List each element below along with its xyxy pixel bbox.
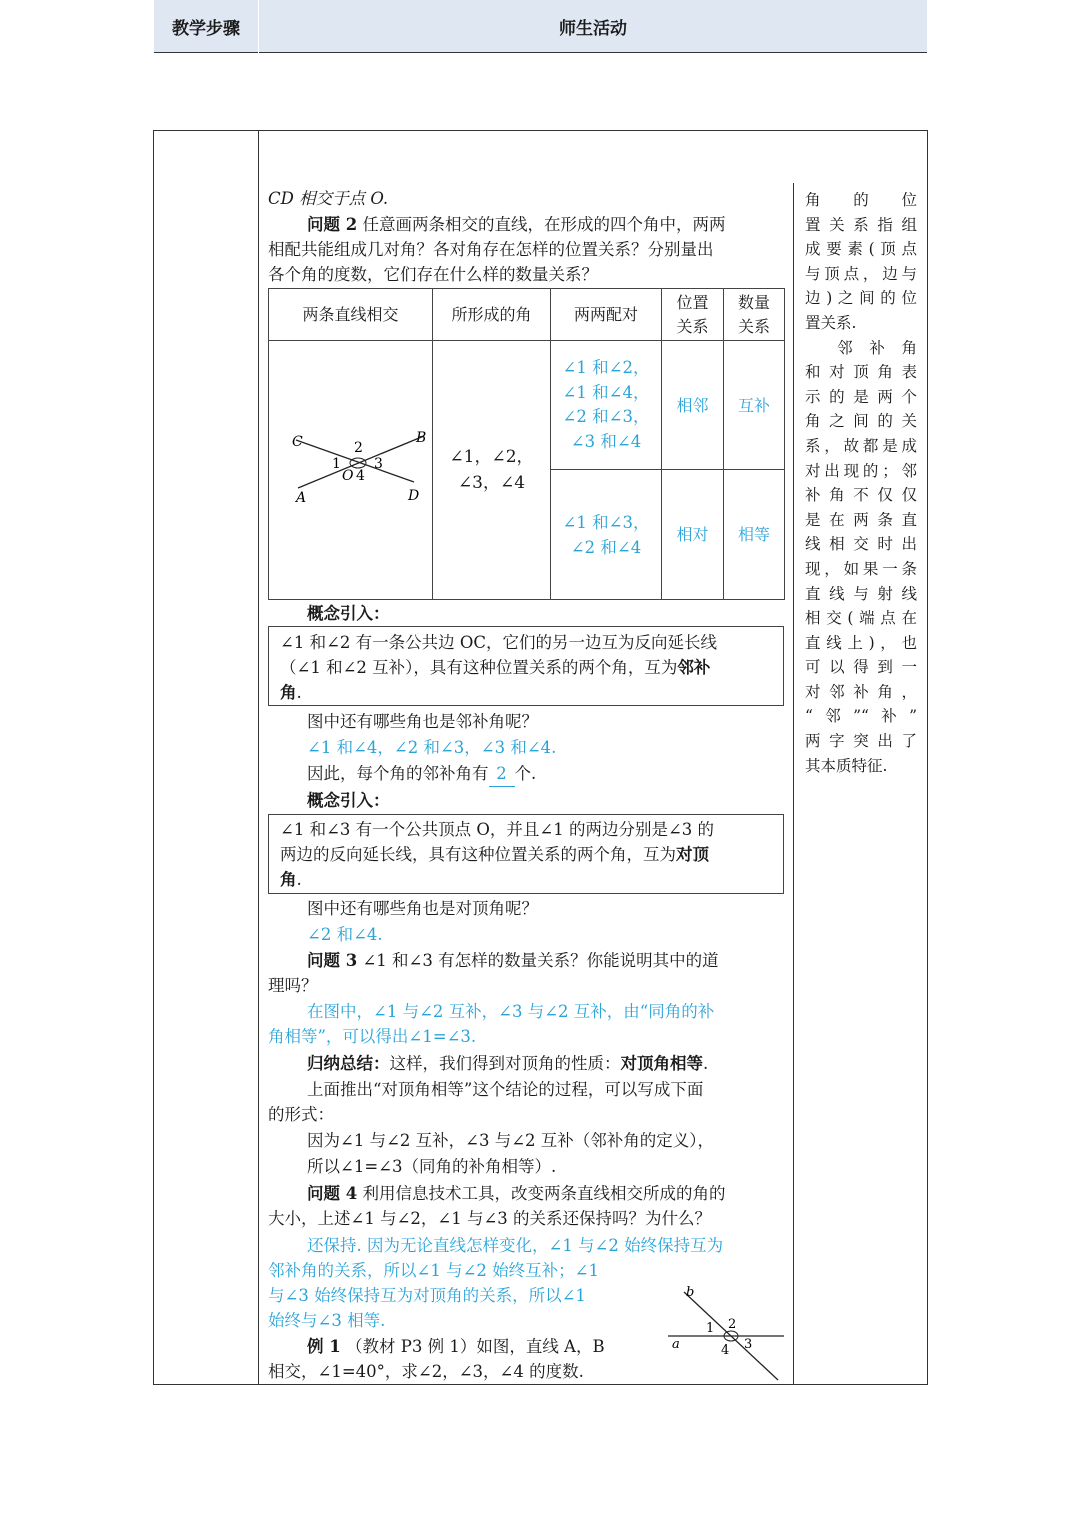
derive-line2: 的形式： — [268, 1105, 334, 1124]
derive-line1: 上面推出“对顶角相等”这个结论的过程，可以写成下面 — [307, 1080, 704, 1099]
question-3-answer-line2: 角相等”，可以得出∠1=∠3. — [268, 1027, 477, 1046]
label-o: O — [341, 467, 353, 484]
note-line: 相交(端点在 — [805, 609, 917, 628]
position-opposite: 相对 — [662, 470, 724, 600]
question-4-answer-line3: 与∠3 始终保持互为对顶角的关系，所以∠1 — [268, 1286, 586, 1305]
th-formed-angles: 所形成的角 — [433, 289, 551, 341]
adjacent-question: 图中还有哪些角也是邻补角呢？ — [307, 712, 538, 731]
label-angle-4: 4 — [721, 1343, 730, 1358]
question-2-line2: 相配共能组成几对角？各对角存在怎样的位置关系？分别量出 — [268, 240, 714, 259]
intro-line: CD 相交于点 O. — [268, 189, 389, 208]
concept-2-heading: 概念引入： — [307, 791, 390, 810]
label-angle-1: 1 — [331, 455, 341, 472]
note-line: 系，故都是成 — [805, 436, 917, 455]
pair-1-2: ∠1 和∠2， — [562, 358, 650, 377]
note-line: 角 的 位 — [805, 191, 917, 209]
header-steps: 教学步骤 — [154, 0, 258, 53]
th-quantity: 数量关系 — [724, 289, 785, 341]
question-3-answer-line1: 在图中，∠1 与∠2 互补，∠3 与∠2 互补，由“同角的补 — [307, 1002, 715, 1021]
pair-3-4: ∠3 和∠4 — [570, 431, 642, 451]
note-line: 可以得到一 — [805, 658, 917, 677]
angle-relations-table — [268, 288, 785, 600]
note-line: 角之间的关 — [805, 412, 917, 431]
label-angle-3: 3 — [373, 455, 383, 472]
vertical-answer: ∠2 和∠4. — [307, 925, 383, 944]
concept-1-heading: 概念引入： — [307, 604, 390, 623]
note-line: 成要素(顶点 — [805, 240, 917, 259]
note-line: 和对顶角表 — [805, 363, 917, 382]
example-line1: 例 1 （教材 P3 例 1）如图，直线 A，B — [307, 1337, 605, 1356]
adjacent-count: 因此，每个角的邻补角有 2 个. — [307, 761, 536, 787]
pair-1-3: ∠1 和∠3， — [562, 512, 650, 532]
note-line: 置关系. — [805, 313, 857, 332]
angles-line-1: ∠1，∠2， — [449, 447, 534, 467]
note-line: 线相交时出 — [805, 535, 917, 554]
concept-2-line1: ∠1 和∠3 有一个公共顶点 O，并且∠1 的两边分别是∠3 的 — [280, 820, 715, 839]
header-activities: 师生活动 — [259, 0, 927, 53]
question-2-line1: 问题 2 任意画两条相交的直线，在形成的四个角中，两两 — [307, 215, 726, 234]
label-angle-1: 1 — [706, 1321, 715, 1336]
label-angle-4: 4 — [355, 467, 365, 484]
label-a: A — [295, 489, 306, 506]
note-line: 边)之间的位 — [805, 289, 917, 308]
formed-angles-cell — [433, 341, 551, 600]
question-4-answer-line1: 还保持. 因为无论直线怎样变化，∠1 与∠2 始终保持互为 — [307, 1236, 724, 1255]
concept-1-line3: 角. — [280, 683, 302, 702]
th-pairing: 两两配对 — [551, 289, 662, 341]
proof-line1: 因为∠1 与∠2 互补，∠3 与∠2 互补（邻补角的定义）， — [307, 1131, 715, 1150]
concept-2-line3: 角. — [280, 870, 302, 889]
label-d: D — [407, 487, 419, 504]
proof-line2: 所以∠1=∠3（同角的补角相等）. — [307, 1157, 557, 1176]
label-angle-2: 2 — [728, 1317, 737, 1332]
note-line: 置关系指组 — [805, 215, 917, 234]
label-b: B — [415, 429, 426, 446]
pair-2-4: ∠2 和∠4 — [570, 537, 642, 557]
pair-2-3: ∠2 和∠3， — [562, 407, 650, 426]
question-3-line2: 理吗？ — [268, 976, 318, 995]
note-line: 对邻补角， — [805, 682, 917, 701]
concept-1-line2: （∠1 和∠2 互补），具有这种位置关系的两个角，互为邻补 — [280, 658, 711, 677]
label-b: b — [686, 1285, 695, 1300]
intersecting-lines-diagram — [276, 422, 426, 512]
label-a: a — [672, 1337, 680, 1352]
question-4-answer-line2: 邻补角的关系，所以∠1 与∠2 始终互补；∠1 — [268, 1261, 599, 1280]
position-adjacent: 相邻 — [662, 341, 724, 470]
pairs-adjacent-cell — [551, 341, 662, 470]
concept-1-line1: ∠1 和∠2 有一条公共边 OC，它们的另一边互为反向延长线 — [280, 633, 718, 652]
pairs-opposite-cell — [551, 470, 662, 600]
question-4-line2: 大小，上述∠1 与∠2，∠1 与∠3 的关系还保持吗？为什么？ — [268, 1209, 712, 1228]
concept-2-line2: 两边的反向延长线，具有这种位置关系的两个角，互为对顶 — [280, 845, 709, 864]
pair-1-4: ∠1 和∠4， — [562, 382, 650, 402]
note-line: 两字突出了 — [805, 732, 917, 751]
question-4-answer-line4: 始终与∠3 相等. — [268, 1311, 386, 1330]
th-position: 位置关系 — [662, 289, 724, 341]
quantity-equal: 相等 — [724, 470, 785, 600]
note-line: 邻补角 — [805, 338, 917, 357]
th-intersecting-lines: 两条直线相交 — [269, 289, 433, 341]
question-2-line3: 各个角的度数，它们存在什么样的数量关系？ — [268, 265, 598, 284]
note-line: 其本质特征. — [805, 756, 888, 775]
example-line2: 相交，∠1=40°，求∠2，∠3，∠4 的度数. — [268, 1362, 584, 1381]
note-line: 直线与射线 — [805, 584, 917, 603]
label-angle-2: 2 — [353, 439, 363, 456]
angles-line-2: ∠3，∠4 — [457, 473, 526, 493]
column-divider-2 — [793, 183, 794, 1384]
sidebar-notes — [805, 188, 917, 778]
note-line: 现，如果一条 — [805, 559, 917, 578]
label-angle-3: 3 — [744, 1337, 753, 1352]
note-line: 补角不仅仅 — [805, 486, 917, 505]
column-divider-1 — [258, 131, 259, 1384]
question-4-line1: 问题 4 利用信息技术工具，改变两条直线相交所成的角的 — [307, 1184, 726, 1203]
vertical-question: 图中还有哪些角也是对顶角呢？ — [307, 899, 538, 918]
quantity-supplementary: 互补 — [724, 341, 785, 470]
note-line: 对出现的；邻 — [805, 461, 917, 480]
note-line: 直线上)，也 — [805, 633, 917, 652]
note-line: 与顶点，边与 — [805, 264, 917, 283]
label-c: C — [291, 433, 303, 450]
note-line: 是在两条直 — [805, 510, 917, 529]
intersecting-lines-figure — [269, 341, 433, 600]
adjacent-answer: ∠1 和∠4，∠2 和∠3，∠3 和∠4. — [307, 738, 557, 757]
summary: 归纳总结：这样，我们得到对顶角的性质：对顶角相等. — [307, 1054, 709, 1073]
note-line: 示的是两个 — [805, 387, 917, 406]
question-3-line1: 问题 3 ∠1 和∠3 有怎样的数量关系？你能说明其中的道 — [307, 951, 719, 970]
note-line: “邻”“补” — [805, 707, 917, 726]
example-figure — [664, 1282, 786, 1382]
